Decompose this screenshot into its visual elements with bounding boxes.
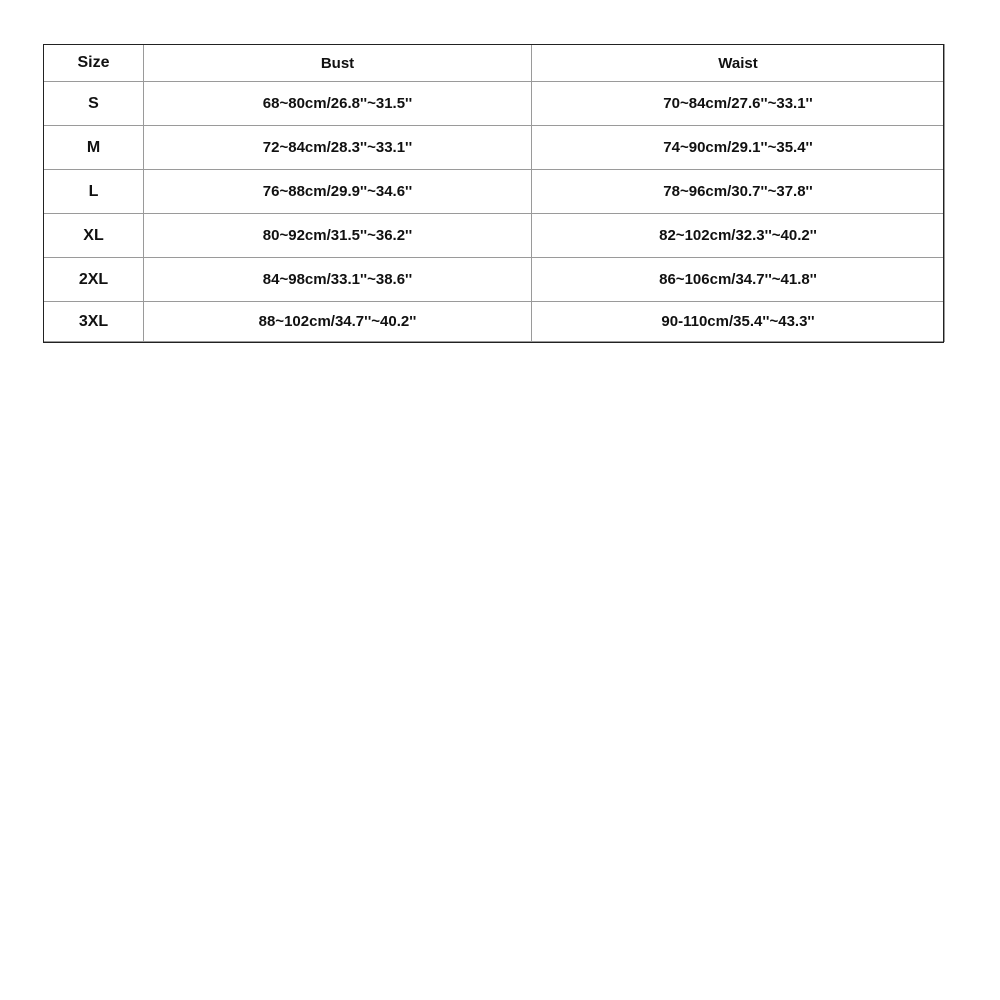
header-bust: Bust [144,45,532,82]
cell-waist: 78~96cm/30.7''~37.8'' [532,170,945,214]
table-row [44,82,945,126]
table-header-row [44,45,945,82]
table-row [44,126,945,170]
table-row [44,170,945,214]
cell-bust: 72~84cm/28.3''~33.1'' [144,126,532,170]
cell-waist: 86~106cm/34.7''~41.8'' [532,258,945,302]
cell-size: XL [44,214,144,258]
cell-size: L [44,170,144,214]
cell-bust: 84~98cm/33.1''~38.6'' [144,258,532,302]
table-row [44,302,945,342]
cell-size: M [44,126,144,170]
cell-bust: 68~80cm/26.8''~31.5'' [144,82,532,126]
cell-waist: 74~90cm/29.1''~35.4'' [532,126,945,170]
cell-waist: 82~102cm/32.3''~40.2'' [532,214,945,258]
cell-size: S [44,82,144,126]
cell-bust: 88~102cm/34.7''~40.2'' [144,302,532,342]
size-chart-table [43,44,945,342]
cell-size: 3XL [44,302,144,342]
cell-waist: 90-110cm/35.4''~43.3'' [532,302,945,342]
table-row [44,258,945,302]
cell-size: 2XL [44,258,144,302]
cell-waist: 70~84cm/27.6''~33.1'' [532,82,945,126]
table-row [44,214,945,258]
cell-bust: 76~88cm/29.9''~34.6'' [144,170,532,214]
header-size: Size [44,45,144,82]
cell-bust: 80~92cm/31.5''~36.2'' [144,214,532,258]
header-waist: Waist [532,45,945,82]
